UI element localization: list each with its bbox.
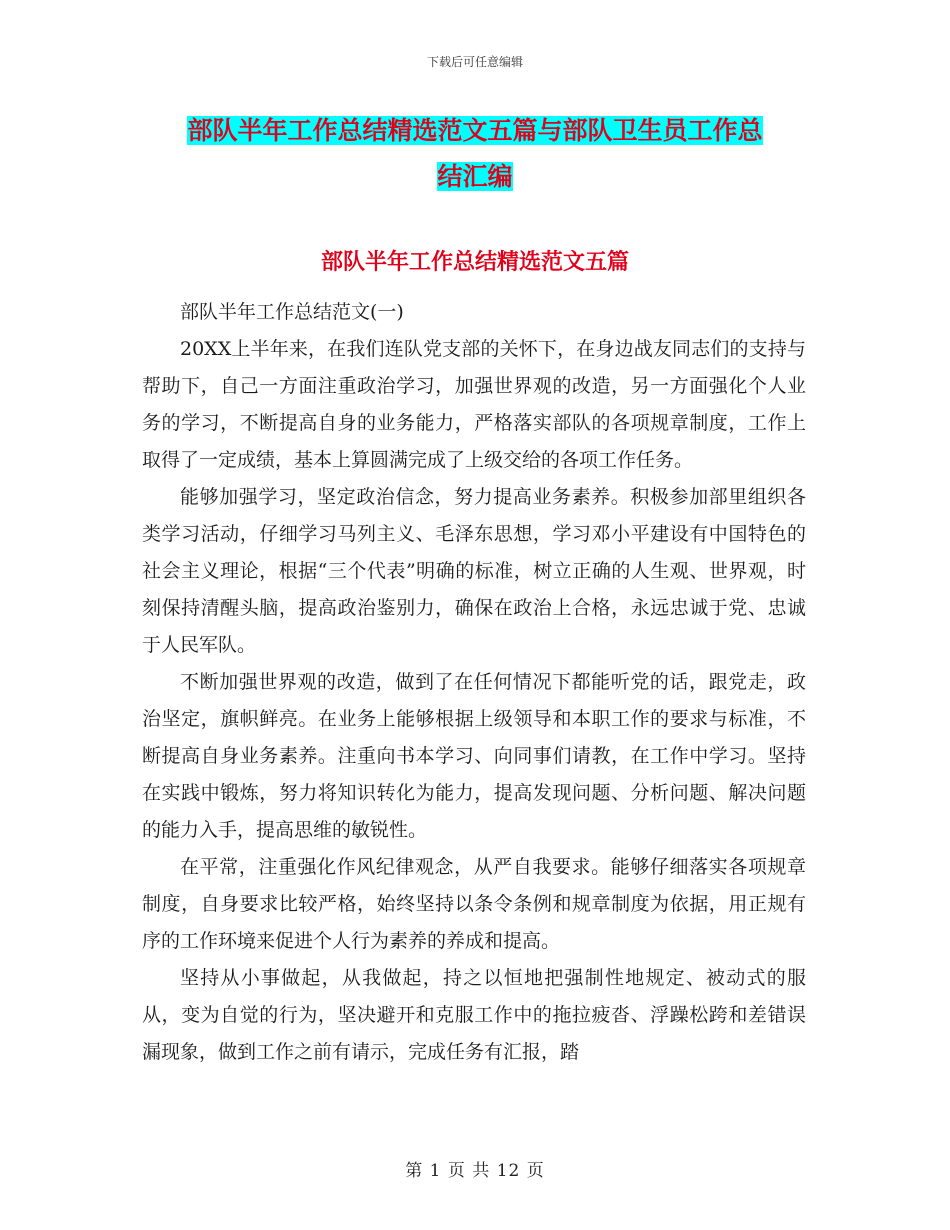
- paragraph: 能够加强学习，坚定政治信念，努力提高业务素养。积极参加部里组织各类学习活动，仔细学习马列主义、毛泽东思想，学习邓小平建设有中国特色的社会主义理论，根据“三个代表”明确的标准，树立正确的人生观、世界观，时刻保持清醒头脑，提高政治鉴别力，确保在政治上合格，永远忠诚于党、忠诚于人民军队。: [142, 486, 806, 656]
- paragraph: 不断加强世界观的改造，做到了在任何情况下都能听党的话，跟党走，政治坚定，旗帜鲜亮。在业务上能够根据上级领导和本职工作的要求与标准，不断提高自身业务素养。注重向书本学习、向同事们请教，在工作中学习。坚持在实践中锻炼，努力将知识转化为能力，提高发现问题、分析问题、解决问题的能力入手，提高思维的敏锐性。: [142, 671, 806, 841]
- section-title: 部队半年工作总结精选范文五篇: [320, 250, 629, 275]
- page-header-note: 下载后可任意编辑: [426, 55, 523, 69]
- document-title: [140, 108, 810, 200]
- page-footer: 第 1 页 共 12 页: [405, 1161, 545, 1181]
- article-heading: 部队半年工作总结范文(一): [180, 301, 404, 323]
- paragraph: 坚持从小事做起，从我做起，持之以恒地把强制性地规定、被动式的服从，变为自觉的行为，坚决避开和克服工作中的拖拉疲沓、浮躁松跨和差错误漏现象，做到工作之前有请示，完成任务有汇报，踏: [142, 967, 806, 1063]
- document-title-line-2: 结汇编: [437, 162, 513, 191]
- paragraph: 20XX上半年来，在我们连队党支部的关怀下，在身边战友同志们的支持与帮助下，自己一方面注重政治学习，加强世界观的改造，另一方面强化个人业务的学习，不断提高自身的业务能力，严格落实部队的各项规章制度，工作上取得了一定成绩，基本上算圆满完成了上级交给的各项工作任务。: [142, 338, 806, 471]
- document-body: [142, 294, 806, 1071]
- document-title-line-1: 部队半年工作总结精选范文五篇与部队卫生员工作总: [187, 116, 763, 145]
- paragraph: 在平常，注重强化作风纪律观念，从严自我要求。能够仔细落实各项规章制度，自身要求比较严格，始终坚持以条令条例和规章制度为依据，用正规有序的工作环境来促进个人行为素养的养成和提高。: [142, 856, 806, 952]
